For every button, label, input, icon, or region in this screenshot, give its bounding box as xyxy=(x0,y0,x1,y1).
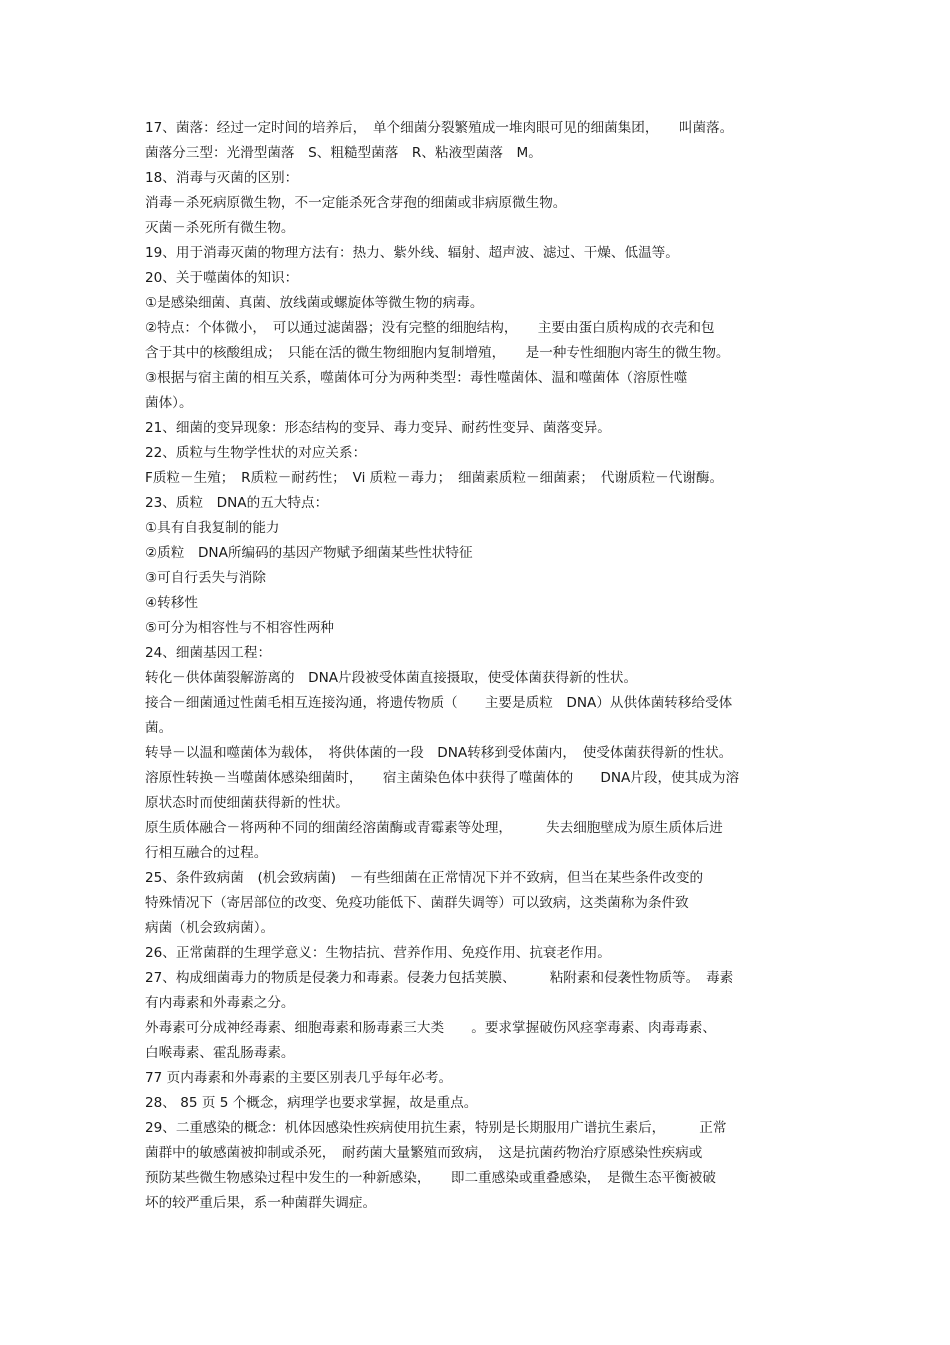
text-line: ④转移性 xyxy=(145,595,198,611)
text-line: 27、构成细菌毒力的物质是侵袭力和毒素。侵袭力包括荚膜、 粘附素和侵袭性物质等。 毒素 xyxy=(145,970,734,986)
text-line: 18、消毒与灭菌的区别： xyxy=(145,170,299,186)
text-line: 28、 85 页 5 个概念，病理学也要求掌握，故是重点。 xyxy=(145,1095,478,1111)
text-line: 22、质粒与生物学性状的对应关系： xyxy=(145,445,367,461)
text-line: 21、细菌的变异现象：形态结构的变异、毒力变异、耐药性变异、菌落变异。 xyxy=(145,420,611,436)
text-line: 消毒－杀死病原微生物，不一定能杀死含芽孢的细菌或非病原微生物。 xyxy=(145,195,567,211)
text-line: 菌。 xyxy=(145,720,173,736)
text-line: 预防某些微生物感染过程中发生的一种新感染， 即二重感染或重叠感染， 是微生态平衡被破 xyxy=(145,1170,716,1186)
text-line: 26、正常菌群的生理学意义：生物拮抗、营养作用、免疫作用、抗衰老作用。 xyxy=(145,945,611,961)
text-line: 菌群中的敏感菌被抑制或杀死， 耐药菌大量繁殖而致病， 这是抗菌药物治疗原感染性疾病或 xyxy=(145,1145,703,1161)
text-line: 29、二重感染的概念：机体因感染性疾病使用抗生素，特别是长期服用广谱抗生素后， 正常 xyxy=(145,1120,727,1136)
text-line: ①是感染细菌、真菌、放线菌或螺旋体等微生物的病毒。 xyxy=(145,295,484,311)
text-line: 原状态时而使细菌获得新的性状。 xyxy=(145,795,349,811)
text-line: 外毒素可分成神经毒素、细胞毒素和肠毒素三大类 。要求掌握破伤风痉挛毒素、肉毒毒素、 xyxy=(145,1020,716,1036)
text-line: 77 页内毒素和外毒素的主要区别表几乎每年必考。 xyxy=(145,1070,453,1086)
text-line: 白喉毒素、霍乱肠毒素。 xyxy=(145,1045,295,1061)
text-line: ②特点：个体微小， 可以通过滤菌器；没有完整的细胞结构， 主要由蛋白质构成的衣壳和包 xyxy=(145,320,715,336)
text-line: 原生质体融合－将两种不同的细菌经溶菌酶或青霉素等处理， 失去细胞壁成为原生质体后进 xyxy=(145,820,723,836)
text-line: 含于其中的核酸组成； 只能在活的微生物细胞内复制增殖， 是一种专性细胞内寄生的微生物。 xyxy=(145,345,730,361)
text-line: 特殊情况下（寄居部位的改变、免疫功能低下、菌群失调等）可以致病，这类菌称为条件致 xyxy=(145,895,689,911)
text-line: 有内毒素和外毒素之分。 xyxy=(145,995,295,1011)
text-line: 25、条件致病菌 (机会致病菌) －有些细菌在正常情况下并不致病，但当在某些条件改变的 xyxy=(145,870,704,886)
text-line: 转化－供体菌裂解游离的 DNA片段被受体菌直接摄取，使受体菌获得新的性状。 xyxy=(145,670,638,686)
text-line: 灭菌－杀死所有微生物。 xyxy=(145,220,295,236)
text-line: ①具有自我复制的能力 xyxy=(145,520,280,536)
text-line: 19、用于消毒灭菌的物理方法有：热力、紫外线、辐射、超声波、滤过、干燥、低温等。 xyxy=(145,245,679,261)
text-line: 23、质粒 DNA的五大特点： xyxy=(145,495,329,511)
text-line: 坏的较严重后果，系一种菌群失调症。 xyxy=(145,1195,377,1211)
text-line: 接合－细菌通过性菌毛相互连接沟通，将遗传物质（ 主要是质粒 DNA）从供体菌转移给受体 xyxy=(145,695,733,711)
text-line: 20、关于噬菌体的知识： xyxy=(145,270,299,286)
text-line: 转导－以温和噬菌体为载体， 将供体菌的一段 DNA转移到受体菌内， 使受体菌获得新的性状。 xyxy=(145,745,733,761)
text-line: ③可自行丢失与消除 xyxy=(145,570,266,586)
text-line: 菌落分三型：光滑型菌落 S、粗糙型菌落 R、粘液型菌落 M。 xyxy=(145,145,542,161)
text-line: 病菌（机会致病菌）。 xyxy=(145,920,275,936)
text-line: 17、菌落：经过一定时间的培养后， 单个细菌分裂繁殖成一堆肉眼可见的细菌集团， 叫菌落。 xyxy=(145,120,734,136)
text-line: 溶原性转换－当噬菌体感染细菌时， 宿主菌染色体中获得了噬菌体的 DNA片段，使其成为溶 xyxy=(145,770,740,786)
text-line: F质粒－生殖； R质粒－耐药性； Vi 质粒－毒力； 细菌素质粒－细菌素； 代谢质粒－代谢酶。 xyxy=(145,470,724,486)
text-line: ②质粒 DNA所编码的基因产物赋予细菌某些性状特征 xyxy=(145,545,473,561)
text-line: ③根据与宿主菌的相互关系，噬菌体可分为两种类型：毒性噬菌体、温和噬菌体（溶原性噬 xyxy=(145,370,688,386)
text-line: 菌体）。 xyxy=(145,395,193,411)
document-body xyxy=(145,116,810,1216)
text-line: 行相互融合的过程。 xyxy=(145,845,268,861)
text-line: ⑤可分为相容性与不相容性两种 xyxy=(145,620,334,636)
text-line: 24、细菌基因工程： xyxy=(145,645,272,661)
